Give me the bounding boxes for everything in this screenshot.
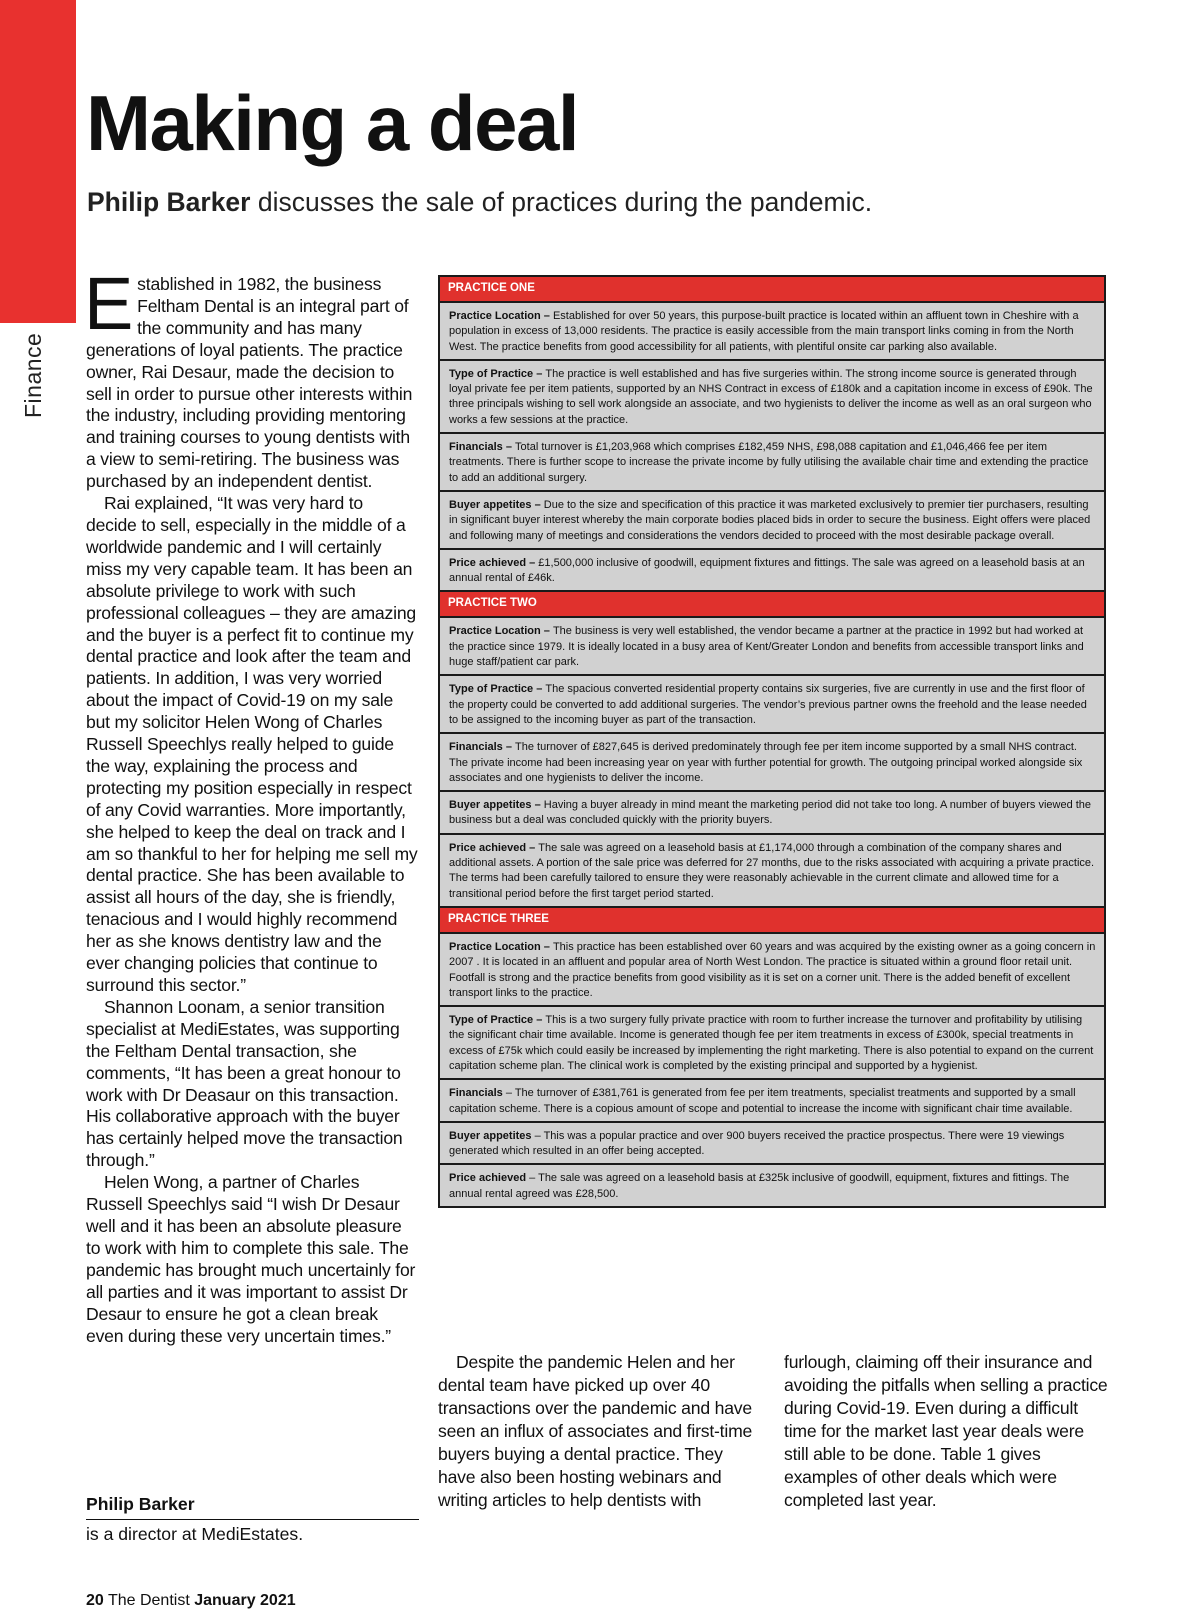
table-row: Financials – The turnover of £381,761 is generated from fee per item treatments, specialist treatments and supported by a small capitation scheme. There is a copious amount of scope and potential to increase the income with significant chair time available. bbox=[440, 1080, 1104, 1123]
table-row: Price achieved – £1,500,000 inclusive of goodwill, equipment fixtures and fittings. The sale was agreed on a leasehold basis at an annual rental of £46k. bbox=[440, 550, 1104, 593]
author-bio bbox=[86, 1494, 419, 1545]
practice-two-header: PRACTICE TWO bbox=[440, 592, 1104, 618]
article-paragraph: Rai explained, “It was very hard to decide to sell, especially in the middle of a worldwide pandemic and I will certainly miss my very capable team. It has been an absolute privilege to work with such professional colleagues – they are amazing and the buyer is a perfect fit to continue my dental practice and look after the team and patients. In addition, I was very worried about the impact of Covid-19 on my sale but my solicitor Helen Wong of Charles Russell Speechlys really helped to guide the way, explaining the process and protecting my position especially in respect of any Covid warranties. More importantly, she helped to keep the deal on track and I am so thankful to her for helping me sell my dental practice. She has been available to assist all hours of the day, she is friendly, tenacious and I would highly recommend her as she knows dentistry law and the ever changing policies that continue to surround this sector.” bbox=[86, 493, 418, 995]
practice-one-header: PRACTICE ONE bbox=[440, 277, 1104, 303]
table-row: Practice Location – This practice has been established over 60 years and was acquired by the existing owner as a going concern in 2007 . It is located in an affluent and popular area of North West London. The practice is situated within a ground floor retail unit. Footfall is strong and the practice benefits from good visibility as it is set on a corner unit. There is the added benefit of excellent transport links to the practice. bbox=[440, 934, 1104, 1007]
author-role: is a director at MediEstates. bbox=[86, 1524, 304, 1544]
standfirst-text: discusses the sale of practices during the pandemic. bbox=[250, 187, 873, 217]
publication-name: The Dentist bbox=[103, 1592, 195, 1609]
issue-date: January 2021 bbox=[194, 1592, 296, 1609]
table-row: Type of Practice – The spacious converted residential property contains six surgeries, five are currently in use and the first floor of the property could be converted to add additional surgeries. The vendor’s previous partner owns the freehold and the lease needed to be assigned to the incoming buyer as part of the transaction. bbox=[440, 676, 1104, 734]
practice-three-header: PRACTICE THREE bbox=[440, 908, 1104, 934]
table-row: Financials – Total turnover is £1,203,968 which comprises £182,459 NHS, £98,088 capitation and £1,046,466 fee per item treatments. There is further scope to increase the private income by fully utilising the available chair time and extending the practice to add an additional surgery. bbox=[440, 434, 1104, 492]
page-number: 20 bbox=[86, 1592, 104, 1609]
page-folio bbox=[86, 1592, 296, 1610]
article-left-column bbox=[84, 262, 418, 1347]
author-name: Philip Barker bbox=[86, 1494, 419, 1520]
standfirst-author: Philip Barker bbox=[87, 187, 251, 217]
headline: Making a deal bbox=[86, 79, 578, 167]
drop-cap: E bbox=[84, 262, 134, 345]
article-paragraph: Shannon Loonam, a senior transition specialist at MediEstates, was supporting the Feltham Dental transaction, she comments, “It has been a great honour to work with Dr Deasaur on this transaction. His collaborative approach with the buyer has certainly helped move the transaction through.” bbox=[86, 996, 403, 1171]
table-row: Buyer appetites – Having a buyer already in mind meant the marketing period did not take too long. A number of buyers viewed the business but a deal was concluded quickly with the priority buyers. bbox=[440, 792, 1104, 835]
table-row: Financials – The turnover of £827,645 is derived predominately through fee per item income supported by a small NHS contract. The private income had been increasing year on year with further potential for growth. The outgoing principal worked alongside six associates and one hygienists to deliver the income. bbox=[440, 734, 1104, 792]
article-paragraph: Helen Wong, a partner of Charles Russell Speechlys said “I wish Dr Desaur well and it has been an absolute pleasure to work with him to complete this sale. The pandemic has brought much uncertainly for all parties and it was important to assist Dr Desaur to ensure he got a clean break even during these very uncertain times.” bbox=[86, 1172, 416, 1346]
practice-sales-table bbox=[438, 275, 1106, 1208]
table-row: Price achieved – The sale was agreed on a leasehold basis at £1,174,000 through a combination of the company shares and additional assets. A portion of the sale price was deferred for 27 months, due to the risks associated with acquiring a private practice. The terms had been carefully tailored to ensure they were reasonably achievable in the current climate and allowed time for a transitional period before the first target period started. bbox=[440, 835, 1104, 908]
table-row: Practice Location – Established for over 50 years, this purpose-built practice is located within an affluent town in Cheshire with a population in excess of 13,000 residents. The practice is easily accessible from the main transport links coming in from the North West. The practice benefits from good accessibility for all patients, with plentiful onsite car parking also available. bbox=[440, 303, 1104, 361]
article-paragraph: Despite the pandemic Helen and her dental team have picked up over 40 transactions over the pandemic and have seen an influx of associates and first-time buyers buying a dental practice. They have also been hosting webinars and writing articles to help dentists with bbox=[438, 1352, 753, 1510]
article-paragraph: Established in 1982, the business Feltham Dental is an integral part of the community and has many generations of loyal patients. The practice owner, Rai Desaur, made the decision to sell in order to pursue other interests within the industry, including providing mentoring and training courses to young dentists with a view to semi-retiring. The business was purchased by an independent dentist. bbox=[84, 262, 413, 492]
table-row: Type of Practice – The practice is well established and has five surgeries within. The strong income source is generated through loyal private fee per item patients, supported by an NHS Contract in excess of £180k and a capitation income in excess of £90k. The three principals wishing to sell work alongside an associate, and two hygienists to deliver the income as well as an oral surgeon who works a few sessions at the practice. bbox=[440, 361, 1104, 434]
article-right-column bbox=[784, 1351, 1110, 1512]
table-row: Buyer appetites – Due to the size and specification of this practice it was marketed exclusively to premier tier purchasers, resulting in significant buyer interest whereby the main corporate bodies placed bids in order to secure the business. Eight offers were placed and following many of meetings and considerations the vendors decided to proceed with the most desirable package overall. bbox=[440, 492, 1104, 550]
table-row: Price achieved – The sale was agreed on a leasehold basis at £325k inclusive of goodwill, equipment, fixtures and fittings. The annual rental agreed was £28,500. bbox=[449, 1172, 1070, 1200]
table-row: Type of Practice – This is a two surgery fully private practice with room to further increase the turnover and profitability by utilising the significant chair time available. Income is generated though fee per item treatments in excess of £300k, special treatments in excess of £75k which could easily be increased by implementing the right marketing. There is also potential to expand on the current capitation scheme plan. The clinical work is completed by the existing principal and supported by a hygienist. bbox=[440, 1007, 1104, 1080]
section-label: Finance bbox=[20, 332, 46, 418]
standfirst bbox=[87, 187, 872, 218]
article-paragraph: furlough, claiming off their insurance and avoiding the pitfalls when selling a practice during Covid-19. Even during a difficult time for the market last year deals were still able to be done. Table 1 gives examples of other deals which were completed last year. bbox=[784, 1352, 1108, 1510]
table-row: Practice Location – The business is very well established, the vendor became a partner at the practice in 1992 but had worked at the practice since 1979. It is ideally located in a busy area of Kent/Greater London and benefits from accessible transport links and huge staff/patient car park. bbox=[440, 618, 1104, 676]
table-row: Buyer appetites – This was a popular practice and over 900 buyers received the practice prospectus. There were 19 viewings generated which resulted in an offer being accepted. bbox=[440, 1123, 1104, 1166]
article-mid-column bbox=[438, 1351, 764, 1512]
